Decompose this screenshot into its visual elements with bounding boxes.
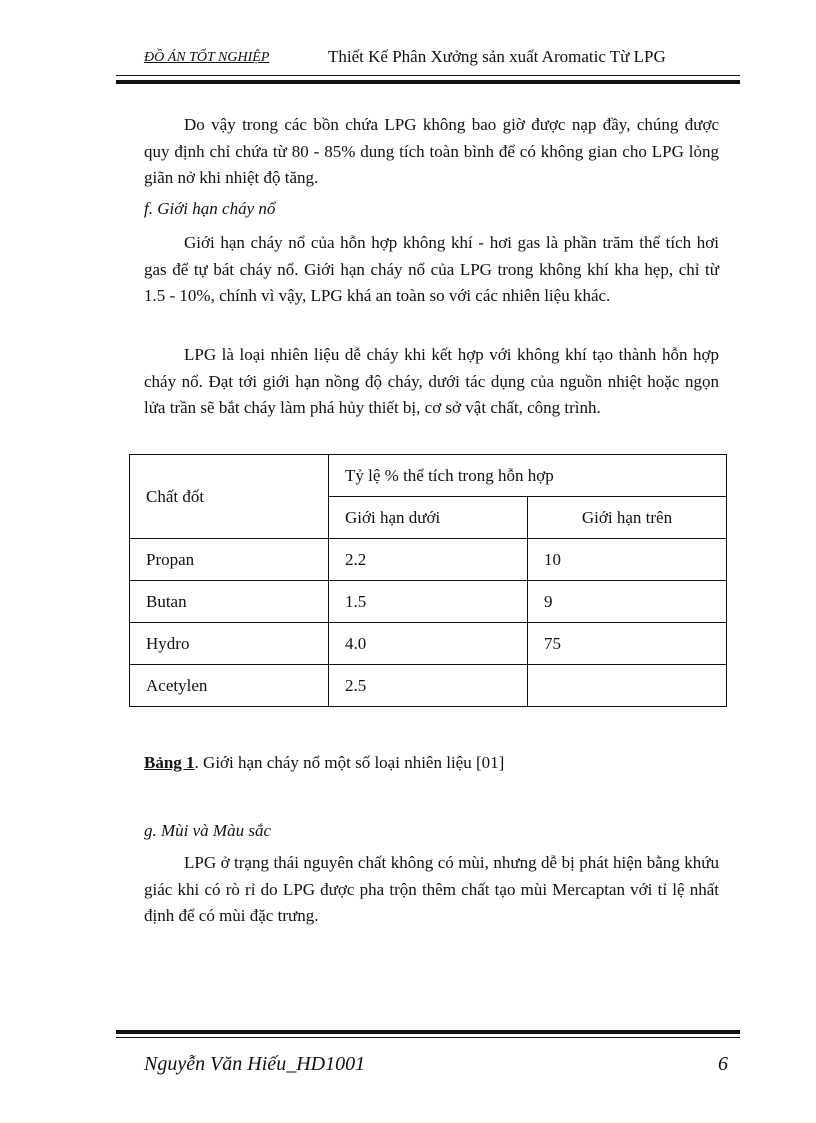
table-cell-lower: 1.5 [329,581,528,623]
header-rule-thin [116,75,740,76]
section-heading-odor-color: g. Mùi và Màu sắc [144,821,272,840]
paragraph-flammability [144,342,719,422]
table-cell-upper: 10 [528,539,727,581]
table-cell-fuel: Acetylen [130,665,329,707]
table-cell-fuel: Hydro [130,623,329,665]
table-header-row [130,455,727,497]
table-row [130,623,727,665]
table-header-fuel: Chất đốt [130,455,329,539]
table-caption [144,753,504,773]
table-cell-lower: 2.2 [329,539,528,581]
footer-rule-thin [116,1037,740,1038]
table-row [130,665,727,707]
table-cell-upper: 9 [528,581,727,623]
paragraph-flammability-text: LPG là loại nhiên liệu dễ cháy khi kết hợp với không khí tạo thành hỗn hợp cháy nổ. Đạt tới giới hạn nồng độ cháy, dưới tác dụng của nguồn nhiệt hoặc ngọn lửa trần sẽ bắt cháy làm phá hủy thiết bị, cơ sở vật chất, công trình. [144,345,719,417]
table-caption-text: . Giới hạn cháy nổ một số loại nhiên liệu [01] [194,753,505,772]
paragraph-explosion-limit-text: Giới hạn cháy nổ của hỗn hợp không khí - hơi gas là phần trăm thể tích hơi gas để tự bát cháy nổ. Giới hạn cháy nổ của LPG trong không khí kha hẹp, chỉ từ 1.5 - 10%, chính vì vậy, LPG khá an toàn so với các nhiên liệu khác. [144,233,719,305]
header-rule-thick [116,80,740,84]
table-caption-label: Bảng 1 [144,753,195,772]
explosion-limit-table [129,454,727,707]
footer-author: Nguyễn Văn Hiếu_HD1001 [144,1053,366,1075]
table-header-volume-ratio: Tỷ lệ % thể tích trong hỗn hợp [329,455,727,497]
table-cell-upper: 75 [528,623,727,665]
paragraph-tank-fill-text: Do vậy trong các bồn chứa LPG không bao giờ được nạp đầy, chúng được quy định chỉ chứa từ 80 - 85% dung tích toàn bình để có không gian cho LPG lỏng giãn nở khi nhiệt độ tăng. [144,115,719,187]
footer-rule-thick [116,1030,740,1034]
table-cell-fuel: Propan [130,539,329,581]
table-row [130,539,727,581]
paragraph-odor-text: LPG ở trạng thái nguyên chất không có mùi, nhưng dễ bị phát hiện bằng khứu giác khi có rò rỉ do LPG được pha trộn thêm chất tạo mùi Mercaptan với tỉ lệ nhất định để có mùi đặc trưng. [144,853,719,925]
table-cell-lower: 2.5 [329,665,528,707]
header-document-type: ĐỒ ÁN TỐT NGHIỆP [144,50,270,65]
paragraph-tank-fill [144,112,719,192]
paragraph-odor [144,850,719,930]
table-cell-upper [528,665,727,707]
table-row [130,581,727,623]
page-number: 6 [718,1053,728,1075]
table-cell-lower: 4.0 [329,623,528,665]
table-header-lower-limit: Giới hạn dưới [329,497,528,539]
table-header-upper-limit: Giới hạn trên [528,497,727,539]
header-project-title: Thiết Kế Phân Xưởng sản xuất Aromatic Từ LPG [328,47,666,66]
section-heading-explosion-limit: f. Giới hạn cháy nổ [144,199,276,218]
table-cell-fuel: Butan [130,581,329,623]
paragraph-explosion-limit [144,230,719,310]
